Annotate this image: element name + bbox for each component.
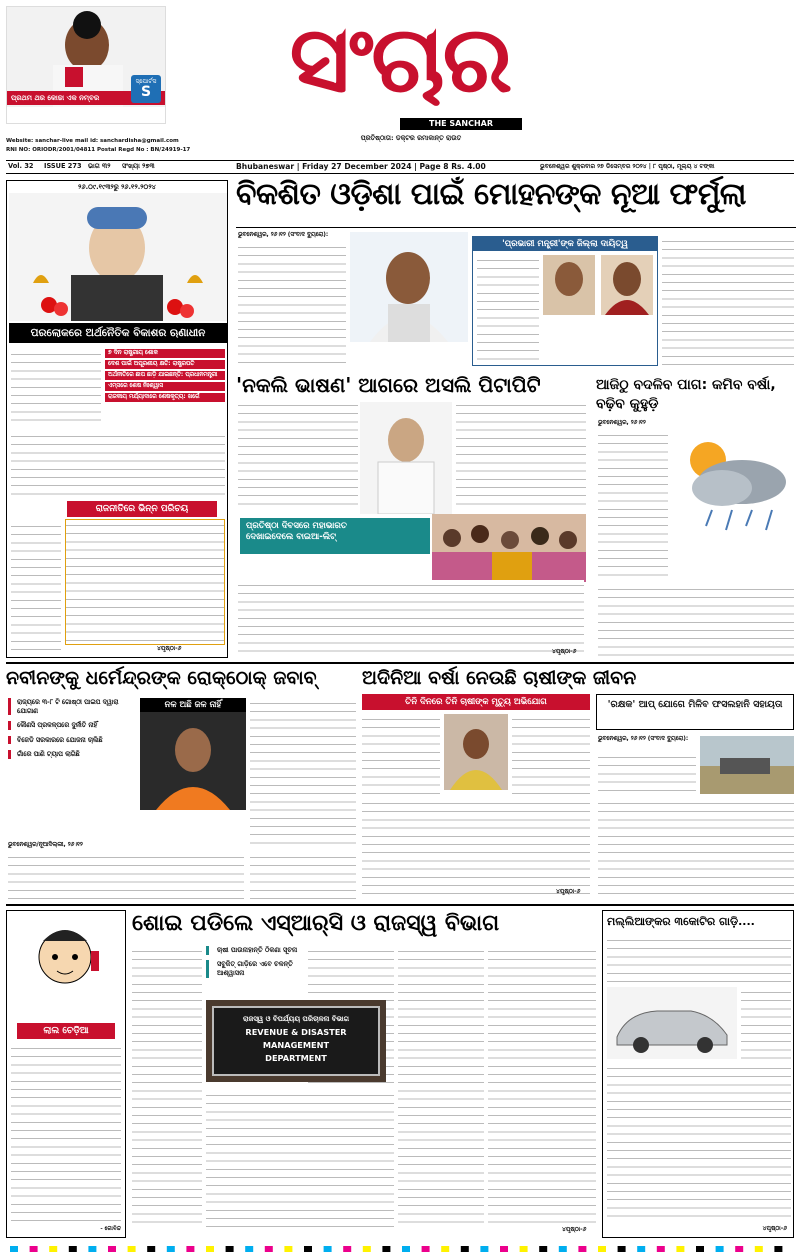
second-bullets xyxy=(240,518,430,554)
naveen-photo-box xyxy=(140,698,246,810)
registration-mark xyxy=(755,1246,763,1252)
bullet: ଗାଁରେ ପାଣି ଟ୍ୟାପ ଲାଗିଛି xyxy=(8,750,136,759)
second-photo xyxy=(360,402,452,514)
dateline-bar xyxy=(6,160,794,174)
farmer-body-1 xyxy=(362,714,440,794)
registration-mark xyxy=(618,1246,626,1252)
sign-en-1: REVENUE & DISASTER MANAGEMENT xyxy=(245,1027,347,1050)
registration-mark xyxy=(382,1246,390,1252)
lead-body-1 xyxy=(238,242,346,370)
second-headline: 'ନକଲି ଭାଷଣ' ଆଗରେ ଅସଲି ପିଟାପିଟି xyxy=(236,373,541,397)
tribute-body-3 xyxy=(11,521,61,651)
bullet: ରାଜକୀୟ ମର୍ଯ୍ୟାଦାରେ ଶେଷକୃତ୍ୟ: ଖର୍ଗେ xyxy=(105,393,225,402)
second-crowd-photo xyxy=(432,514,586,582)
minister-box-title: 'ପ୍ରଭାରୀ ମନ୍ତ୍ରୀ'ଙ୍କ ଜିଲ୍ଲା ଦାୟିତ୍ୱ xyxy=(473,237,657,251)
crop-headline: 'ରକ୍ଷକ' ଆପ୍ ଯୋଗେ ମିଳିବ ଫସଲହାନି ସହାୟତା xyxy=(607,699,783,710)
registration-mark xyxy=(461,1246,469,1252)
weather-headline: ଆଜିଠୁ ବଦଳିବ ପାଗ: କମିବ ବର୍ଷା, ବଢ଼ିବ କୁହୁଡ଼ି xyxy=(596,377,776,412)
farmer-banner: ତିନି ଦିନରେ ତିନି ଚାଷୀଙ୍କ ମୃତ୍ୟୁ ଅଭିଯୋଗ xyxy=(362,694,590,710)
revenue-sign xyxy=(212,1006,380,1076)
registration-mark xyxy=(128,1246,136,1252)
bullet: ବିଜେଡି ସରକାରରେ ଯୋଜନା ଚାଲିଛି xyxy=(8,736,136,745)
registration-mark xyxy=(226,1246,234,1252)
tribute-photo xyxy=(9,193,227,321)
registration-mark xyxy=(735,1246,743,1252)
revenue-body-4 xyxy=(398,946,484,1228)
second-body-2 xyxy=(456,400,586,508)
bullet: ରାଜ୍ୟରେ ୩-୮ ଟି ଗୋଷ୍ଠୀ ପାଇପ ଦ୍ୱାରା ଯୋଗାଣ xyxy=(8,698,136,715)
registration-mark xyxy=(186,1246,194,1252)
registration-mark xyxy=(422,1246,430,1252)
naveen-headline: ନବୀନଙ୍କୁ ଧର୍ମେନ୍ଦ୍ରଙ୍କ ରୋକ୍ଠୋକ୍ ଜବାବ୍ xyxy=(6,667,317,689)
registration-mark xyxy=(598,1246,606,1252)
tribute-bullets xyxy=(105,349,225,402)
vol-label: Vol. 32 xyxy=(8,162,34,170)
farmer-headline: ଅଦିନିଆ ବର୍ଷା ନେଉଛି ଚାଷୀଙ୍କ ଜୀବନ xyxy=(362,667,637,689)
promo-brand: ସ୍ପୋର୍ଟସ S xyxy=(131,75,161,103)
tribute-body-1 xyxy=(11,349,101,427)
masthead-logo[interactable] xyxy=(230,0,570,120)
registration-mark xyxy=(69,1246,77,1252)
crop-photo xyxy=(700,736,794,794)
second-body-3 xyxy=(238,580,584,654)
crop-body-2 xyxy=(598,798,794,898)
odia-vol: ଭାଗ ୩୨ xyxy=(88,162,111,170)
lead-divider xyxy=(236,227,796,228)
registration-mark xyxy=(30,1246,38,1252)
issue-label: ISSUE 273 xyxy=(44,162,82,170)
cartoon-drawing xyxy=(7,911,125,1021)
farmer-photo xyxy=(444,714,508,790)
weather-byline: ଭୁବନେଶ୍ୱର, ୨୬।୧୨ xyxy=(598,420,646,426)
crop-byline: ଭୁବନେଶ୍ୱର, ୨୬।୧୨ (ସଂବାଦ ବ୍ୟୁରୋ): xyxy=(598,736,689,742)
registration-mark xyxy=(539,1246,547,1252)
tribute-body-2 xyxy=(11,431,225,497)
lead-headline: ବିକଶିତ ଓଡ଼ିଶା ପାଇଁ ମୋହନଙ୍କ ନୂଆ ଫର୍ମୁଲା xyxy=(236,177,746,212)
registration-mark xyxy=(284,1246,292,1252)
registration-mark xyxy=(500,1246,508,1252)
bullet: ଦେଶ ପାଇଁ ଅପୂରଣୀୟ କ୍ଷତି: ରାଷ୍ଟ୍ରପତି xyxy=(105,360,225,369)
weather-cloud-icon xyxy=(672,430,796,540)
bullet: ପ୍ରତିଷ୍ଠା ଦିବସରେ ମହାଭାରତ xyxy=(246,521,347,531)
rni-info: RNI NO: ORIODR/2001/04811 Postal Regd No : BN/24919-17 xyxy=(6,147,191,153)
car-body-1 xyxy=(607,935,791,983)
lead-byline: ଭୁବନେଶ୍ୱର, ୨୬।୧୨ (ସଂବାଦ ବ୍ୟୁରୋ): xyxy=(238,232,329,238)
tribute-inset-box xyxy=(65,519,225,645)
website-info: Website: sanchar-live mail id: sanchardisha@gmail.com xyxy=(6,138,179,144)
minister-box-text xyxy=(477,255,539,361)
registration-mark xyxy=(774,1246,782,1252)
naveen-body-2 xyxy=(8,852,244,900)
dateline: Bhubaneswar | Friday 27 December 2024 | Page 8 Rs. 4.00 xyxy=(236,162,486,171)
bullet: ଦେଖାଇଦେଲେ ବାଇଆ-ଲିଟ୍ xyxy=(246,532,337,542)
paper-subtitle: THE SANCHAR xyxy=(400,118,522,130)
registration-mark xyxy=(245,1246,253,1252)
lead-body-2 xyxy=(662,236,794,370)
revenue-sign-photo xyxy=(206,1000,386,1082)
registration-mark xyxy=(559,1246,567,1252)
registration-mark xyxy=(363,1246,371,1252)
revenue-body-3 xyxy=(206,1090,394,1228)
weather-body-2 xyxy=(598,584,794,658)
revenue-cont[interactable]: ୪ପୃଷ୍ଠା-୬ xyxy=(562,1226,587,1233)
registration-mark xyxy=(696,1246,704,1252)
cartoon-title: ଲାଲ ଚେଡ଼ିଆ xyxy=(17,1023,115,1039)
tribute-box xyxy=(6,180,228,658)
section-divider xyxy=(6,662,794,664)
section-divider xyxy=(6,904,794,906)
registration-mark xyxy=(441,1246,449,1252)
promo-text: ପ୍ରଥମ ଥର କୋଚ୍ଚା ଏକ ନମ୍ବର xyxy=(11,94,100,102)
farmer-cont[interactable]: ୪ପୃଷ୍ଠା-୬ xyxy=(556,888,581,895)
cartoon-text xyxy=(11,1043,121,1223)
registration-mark xyxy=(10,1246,18,1252)
registration-mark xyxy=(716,1246,724,1252)
revenue-headline: ଶୋଇ ପଡିଲେ ଏସ୍ଆର୍‌ସି ଓ ରାଜସ୍ୱ ବିଭାଗ xyxy=(132,911,500,936)
registration-mark xyxy=(49,1246,57,1252)
registration-mark xyxy=(480,1246,488,1252)
crop-body-1 xyxy=(598,752,696,796)
bullet: ଏମ୍ସରେ ଶେଷ ନିଃଶ୍ୱାସ xyxy=(105,382,225,391)
revenue-body-5 xyxy=(488,946,596,1228)
tribute-subhead: ରାଜନୀତିରେ ଭିନ୍ନ ପରିଚୟ xyxy=(67,501,217,517)
bullet: ୭ ଦିନ ରାଷ୍ଟ୍ରୀୟ ଶୋକ xyxy=(105,349,225,358)
revenue-body-1 xyxy=(132,946,202,1226)
registration-mark xyxy=(88,1246,96,1252)
founder-line: ପ୍ରତିଷ୍ଠାତା: ଡକ୍ଟର ରମାକାନ୍ତ ରାଉତ xyxy=(360,134,462,142)
registration-mark xyxy=(657,1246,665,1252)
tribute-headline-bar xyxy=(9,323,227,343)
car-body-2 xyxy=(741,987,791,1059)
car-headline: ମଲ୍ଲିଆଙ୍କର ୩କୋଟିର ଗାଡ଼ି.... xyxy=(607,915,755,928)
naveen-bullets xyxy=(8,698,136,759)
car-photo xyxy=(607,987,737,1059)
registration-mark xyxy=(324,1246,332,1252)
promo-box[interactable] xyxy=(6,6,166,124)
bullet: ଚାଷୀ ପାଉନାହାନ୍ତି ଠିକଣା ସୂଚନା xyxy=(206,946,306,955)
naveen-byline: ଭୁବନେଶ୍ୱର/ନୂଆଦିଲ୍ଲୀ, ୨୬।୧୨ xyxy=(8,842,83,848)
lead-photo xyxy=(350,232,468,342)
registration-mark xyxy=(206,1246,214,1252)
registration-mark xyxy=(637,1246,645,1252)
revenue-bullets xyxy=(206,946,306,978)
cartoon-box xyxy=(6,910,126,1238)
registration-mark xyxy=(304,1246,312,1252)
second-cont[interactable]: ୪ପୃଷ୍ଠା-୬ xyxy=(552,648,577,655)
paper-title: ସଂଚାର xyxy=(289,5,511,113)
weather-body-1 xyxy=(598,430,668,580)
registration-mark xyxy=(147,1246,155,1252)
registration-mark xyxy=(578,1246,586,1252)
sign-en-2: DEPARTMENT xyxy=(265,1053,327,1063)
registration-mark xyxy=(676,1246,684,1252)
registration-mark xyxy=(402,1246,410,1252)
registration-mark xyxy=(343,1246,351,1252)
sign-odia: ରାଜସ୍ୱ ଓ ବିପର୍ଯ୍ୟୟ ପରିଚାଳନା ବିଭାଗ xyxy=(242,1015,350,1023)
minister-box xyxy=(472,236,658,366)
car-box xyxy=(602,910,794,1238)
odia-issue: ସଂଖ୍ୟା ୨୭୩ xyxy=(122,162,155,170)
second-body-1 xyxy=(238,400,358,508)
registration-mark xyxy=(167,1246,175,1252)
farmer-body-2 xyxy=(512,714,590,794)
registration-mark xyxy=(520,1246,528,1252)
tribute-headline: ପରଲୋକରେ ଅର୍ଥନୈତିକ ବିକାଶର ଋଣାଧୀନ xyxy=(30,327,206,339)
registration-mark xyxy=(108,1246,116,1252)
bullet: ଅର୍ଥନୀତିରେ ଛାପ ଛାଡ଼ି ଯାଇଛନ୍ତି: ପ୍ରଧାନମନ୍ତ୍ରୀ xyxy=(105,371,225,380)
tribute-dates: ୨୬.୦୯.୧୯୩୨ରୁ ୨୬.୧୨.୨୦୨୪ xyxy=(78,183,156,191)
naveen-photo-caption: ନଳ ଅଛି ଜଳ ନାହିଁ xyxy=(164,700,222,710)
car-cont[interactable]: ୪ପୃଷ୍ଠା-୬ xyxy=(762,1225,787,1232)
odia-dateline: ଭୁବନେଶ୍ୱର ଶୁକ୍ରବାର ୨୭ ଡିସେମ୍ବର ୨୦୨୪ | ୮ ପୃଷ୍ଠା, ମୂଲ୍ୟ ୪ ଟଙ୍କା xyxy=(540,163,715,170)
car-body-3 xyxy=(607,1063,791,1223)
farmer-body-3 xyxy=(362,798,590,896)
naveen-photo xyxy=(140,712,246,810)
print-registration-bar xyxy=(6,1244,794,1254)
naveen-body-3 xyxy=(250,852,356,900)
crop-headline-box xyxy=(596,694,794,730)
tribute-cont[interactable]: ୪ପୃଷ୍ଠା-୬ xyxy=(157,645,182,652)
naveen-body-1 xyxy=(250,698,356,848)
bullet: କୌଣସି ପ୍ରକଳ୍ପରେ ଦୁର୍ନୀତି ନାହିଁ xyxy=(8,721,136,730)
bullet: ସବୁଜିତ୍ ଗାଡ଼ିରେ ଏବେ ଚଳନ୍ତି ଆଶ୍ୱାସନା xyxy=(206,960,306,978)
cartoon-credit: - ଗୋବିନ୍ଦ xyxy=(100,1226,121,1232)
registration-mark xyxy=(265,1246,273,1252)
